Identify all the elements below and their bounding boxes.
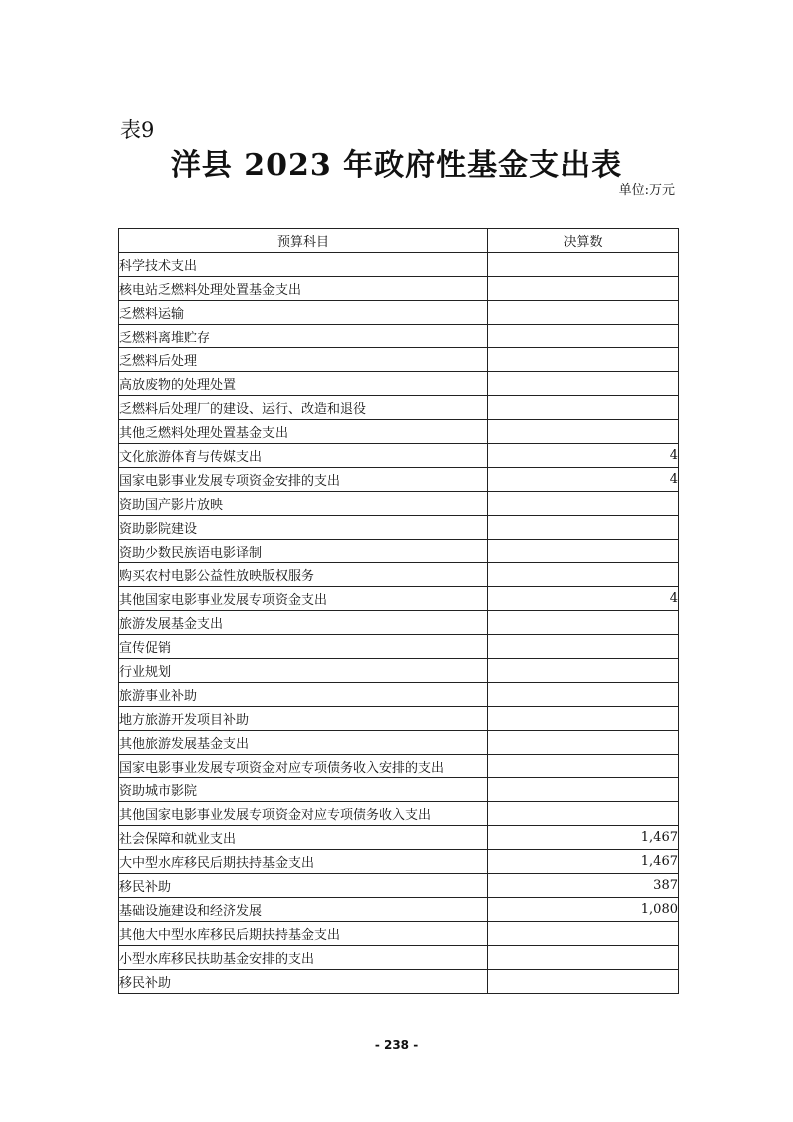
row-amount — [488, 730, 679, 754]
table-label: 表9 — [120, 118, 155, 142]
row-subject: 其他旅游发展基金支出 — [119, 730, 488, 754]
row-amount: 1,080 — [488, 897, 679, 921]
row-subject: 移民补助 — [119, 874, 488, 898]
row-amount — [488, 802, 679, 826]
row-subject: 大中型水库移民后期扶持基金支出 — [119, 850, 488, 874]
row-amount — [488, 348, 679, 372]
row-subject: 社会保障和就业支出 — [119, 826, 488, 850]
table-row — [119, 444, 679, 468]
row-amount — [488, 396, 679, 420]
table-row — [119, 467, 679, 491]
table-row — [119, 300, 679, 324]
table-row — [119, 611, 679, 635]
row-amount: 387 — [488, 874, 679, 898]
table-row — [119, 682, 679, 706]
row-subject: 移民补助 — [119, 969, 488, 993]
row-subject: 资助国产影片放映 — [119, 491, 488, 515]
row-amount — [488, 491, 679, 515]
table-row — [119, 276, 679, 300]
table-row — [119, 372, 679, 396]
row-subject: 购买农村电影公益性放映版权服务 — [119, 563, 488, 587]
table-row — [119, 396, 679, 420]
table-row — [119, 921, 679, 945]
row-amount — [488, 252, 679, 276]
row-subject: 宣传促销 — [119, 635, 488, 659]
page-title: 洋县 2023 年政府性基金支出表 — [170, 148, 623, 183]
table-body — [119, 252, 679, 993]
row-subject: 乏燃料后处理厂的建设、运行、改造和退役 — [119, 396, 488, 420]
unit-label: 单位:万元 — [618, 183, 675, 198]
row-amount — [488, 969, 679, 993]
table-header-row — [119, 229, 679, 253]
row-subject: 高放废物的处理处置 — [119, 372, 488, 396]
row-amount: 4 — [488, 587, 679, 611]
row-amount — [488, 682, 679, 706]
row-subject: 乏燃料离堆贮存 — [119, 324, 488, 348]
row-subject: 旅游事业补助 — [119, 682, 488, 706]
row-amount — [488, 515, 679, 539]
table-row — [119, 945, 679, 969]
table-row — [119, 706, 679, 730]
row-amount — [488, 945, 679, 969]
row-amount — [488, 611, 679, 635]
table-row — [119, 348, 679, 372]
row-subject: 旅游发展基金支出 — [119, 611, 488, 635]
row-amount — [488, 706, 679, 730]
row-subject: 国家电影事业发展专项资金对应专项债务收入安排的支出 — [119, 754, 488, 778]
table-row — [119, 539, 679, 563]
row-subject: 资助城市影院 — [119, 778, 488, 802]
table-row — [119, 802, 679, 826]
row-amount: 4 — [488, 444, 679, 468]
row-subject: 行业规划 — [119, 659, 488, 683]
row-subject: 文化旅游体育与传媒支出 — [119, 444, 488, 468]
table-row — [119, 635, 679, 659]
row-subject: 地方旅游开发项目补助 — [119, 706, 488, 730]
table-row — [119, 563, 679, 587]
row-amount: 1,467 — [488, 850, 679, 874]
table-row — [119, 515, 679, 539]
table-row — [119, 874, 679, 898]
row-subject: 乏燃料后处理 — [119, 348, 488, 372]
table-row — [119, 659, 679, 683]
row-amount — [488, 420, 679, 444]
column-header-amount: 决算数 — [488, 229, 679, 253]
row-amount: 1,467 — [488, 826, 679, 850]
row-subject: 其他大中型水库移民后期扶持基金支出 — [119, 921, 488, 945]
row-amount — [488, 778, 679, 802]
row-amount — [488, 563, 679, 587]
page-number: - 238 - — [374, 1038, 419, 1052]
row-subject: 资助少数民族语电影译制 — [119, 539, 488, 563]
row-amount — [488, 539, 679, 563]
row-amount — [488, 300, 679, 324]
row-amount — [488, 372, 679, 396]
row-amount — [488, 324, 679, 348]
table-row — [119, 969, 679, 993]
row-subject: 其他国家电影事业发展专项资金对应专项债务收入支出 — [119, 802, 488, 826]
table-row — [119, 850, 679, 874]
row-amount — [488, 921, 679, 945]
row-subject: 资助影院建设 — [119, 515, 488, 539]
row-amount — [488, 635, 679, 659]
row-amount: 4 — [488, 467, 679, 491]
row-subject: 国家电影事业发展专项资金安排的支出 — [119, 467, 488, 491]
row-subject: 基础设施建设和经济发展 — [119, 897, 488, 921]
row-subject: 乏燃料运输 — [119, 300, 488, 324]
table-row — [119, 754, 679, 778]
row-amount — [488, 754, 679, 778]
row-subject: 科学技术支出 — [119, 252, 488, 276]
fund-expenditure-table — [118, 228, 679, 994]
row-subject: 其他乏燃料处理处置基金支出 — [119, 420, 488, 444]
table-row — [119, 778, 679, 802]
table-row — [119, 897, 679, 921]
row-subject: 小型水库移民扶助基金安排的支出 — [119, 945, 488, 969]
row-amount — [488, 659, 679, 683]
column-header-subject: 预算科目 — [119, 229, 488, 253]
table-row — [119, 420, 679, 444]
table-row — [119, 324, 679, 348]
table-row — [119, 491, 679, 515]
row-subject: 核电站乏燃料处理处置基金支出 — [119, 276, 488, 300]
table-row — [119, 252, 679, 276]
row-amount — [488, 276, 679, 300]
row-subject: 其他国家电影事业发展专项资金支出 — [119, 587, 488, 611]
table-row — [119, 730, 679, 754]
table-row — [119, 587, 679, 611]
table-row — [119, 826, 679, 850]
